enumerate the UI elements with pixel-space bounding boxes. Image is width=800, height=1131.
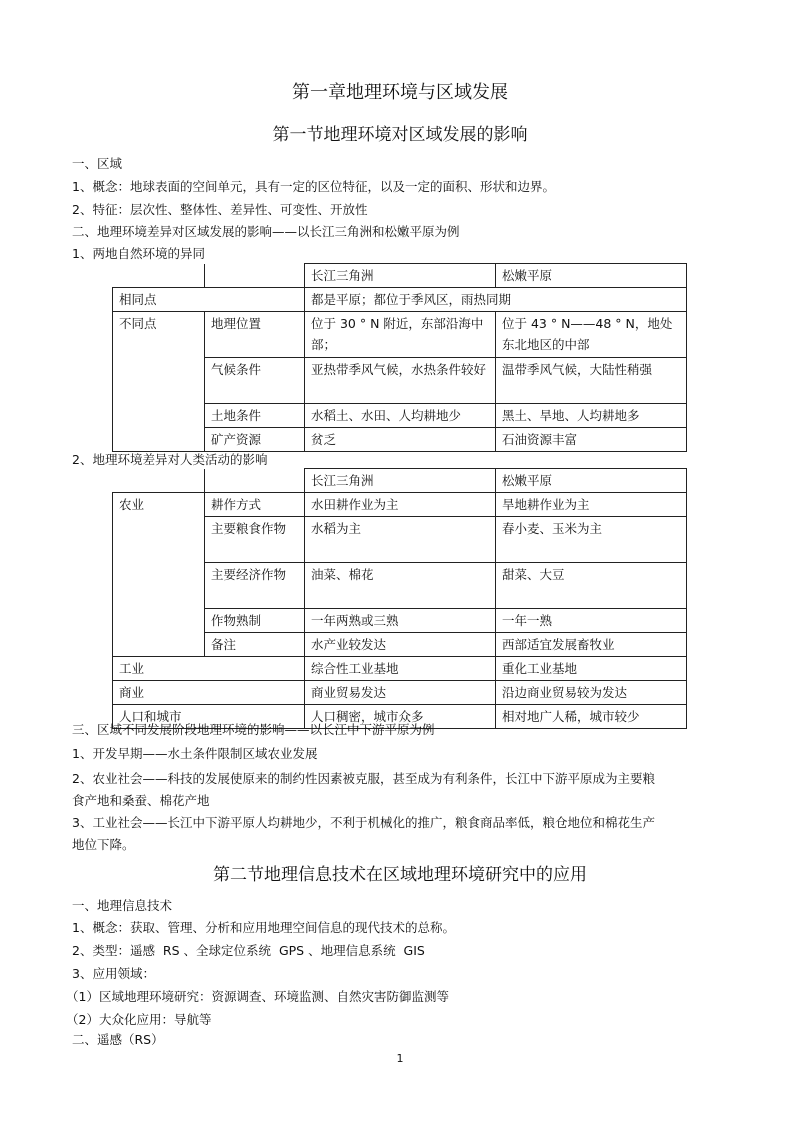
header-songnen: 松嫩平原 bbox=[496, 264, 687, 288]
cell-songnen: 温带季风气候，大陆性稍强 bbox=[496, 358, 687, 404]
header-yangtze: 长江三角洲 bbox=[305, 264, 496, 288]
cell-yangtze: 贫乏 bbox=[305, 428, 496, 452]
table-row bbox=[113, 657, 687, 681]
cell-songnen: 一年一熟 bbox=[496, 609, 687, 633]
cell-songnen: 相对地广人稀，城市较少 bbox=[496, 705, 687, 729]
row-label: 商业 bbox=[113, 681, 305, 705]
feature-line: 2、特征：层次性、整体性、差异性、可变性、开放性 bbox=[72, 202, 368, 217]
cell-songnen: 西部适宜发展畜牧业 bbox=[496, 633, 687, 657]
row-label: 工业 bbox=[113, 657, 305, 681]
geo-types-line: 2、类型：遥感 RS 、全球定位系统 GPS 、地理信息系统 GIS bbox=[72, 943, 425, 958]
application-1: （1）区域地理环境研究：资源调查、环境监测、自然灾害防御监测等 bbox=[66, 989, 449, 1004]
subheading-natural-env: 1、两地自然环境的异同 bbox=[72, 246, 205, 261]
cell-yangtze: 油菜、棉花 bbox=[305, 563, 496, 609]
row-item: 主要经济作物 bbox=[205, 563, 305, 609]
cell-songnen: 黑土、旱地、人均耕地多 bbox=[496, 404, 687, 428]
header-empty bbox=[205, 264, 305, 288]
cell-yangtze: 一年两熟或三熟 bbox=[305, 609, 496, 633]
cell-yangtze: 水稻为主 bbox=[305, 517, 496, 563]
same-label: 相同点 bbox=[113, 288, 305, 312]
row-item: 矿产资源 bbox=[205, 428, 305, 452]
same-value: 都是平原；都位于季风区，雨热同期 bbox=[305, 288, 687, 312]
page-number: 1 bbox=[396, 1052, 404, 1065]
cell-yangtze: 水产业较发达 bbox=[305, 633, 496, 657]
row-item: 耕作方式 bbox=[205, 493, 305, 517]
table-row bbox=[113, 288, 687, 312]
row-item: 作物熟制 bbox=[205, 609, 305, 633]
cell-yangtze: 人口稠密，城市众多 bbox=[305, 705, 496, 729]
header-songnen: 松嫩平原 bbox=[496, 469, 687, 493]
row-item: 土地条件 bbox=[205, 404, 305, 428]
subheading-human-activity: 2、地理环境差异对人类活动的影响 bbox=[72, 452, 268, 467]
stage-industrial: 3、工业社会——长江中下游平原人均耕地少，不利于机械化的推广，粮食商品率低，粮仓地位和棉花生产地位下降。 bbox=[72, 815, 655, 852]
agri-label: 农业 bbox=[113, 493, 205, 657]
diff-label: 不同点 bbox=[113, 312, 205, 452]
table-row bbox=[113, 681, 687, 705]
table-header-row bbox=[113, 264, 687, 288]
heading-difference: 二、地理环境差异对区域发展的影响——以长江三角洲和松嫩平原为例 bbox=[72, 224, 460, 239]
section-title: 第一节地理环境对区域发展的影响 bbox=[272, 125, 528, 145]
heading-region: 一、区域 bbox=[72, 156, 123, 171]
heading-rs: 二、遥感（RS） bbox=[72, 1032, 164, 1047]
geo-applications-heading: 3、应用领域： bbox=[72, 966, 155, 981]
heading-stages: 三、区域不同发展阶段地理环境的影响——以长江中下游平原为例 bbox=[72, 722, 435, 737]
cell-yangtze: 综合性工业基地 bbox=[305, 657, 496, 681]
table-row bbox=[113, 493, 687, 517]
row-item: 气候条件 bbox=[205, 358, 305, 404]
cell-songnen: 位于 43 ° N——48 ° N，地处东北地区的中部 bbox=[496, 312, 687, 358]
cell-yangtze: 水稻土、水田、人均耕地少 bbox=[305, 404, 496, 428]
header-yangtze: 长江三角洲 bbox=[305, 469, 496, 493]
cell-yangtze: 水田耕作业为主 bbox=[305, 493, 496, 517]
header-empty bbox=[113, 469, 205, 493]
cell-songnen: 重化工业基地 bbox=[496, 657, 687, 681]
chapter-title: 第一章地理环境与区域发展 bbox=[292, 82, 508, 103]
heading-geo-info: 一、地理信息技术 bbox=[72, 898, 173, 913]
cell-songnen: 石油资源丰富 bbox=[496, 428, 687, 452]
natural-env-table bbox=[112, 263, 687, 452]
header-empty bbox=[205, 469, 305, 493]
concept-line: 1、概念：地球表面的空间单元，具有一定的区位特征，以及一定的面积、形状和边界。 bbox=[72, 179, 555, 194]
stage-early: 1、开发早期——水土条件限制区域农业发展 bbox=[72, 746, 318, 761]
row-item: 地理位置 bbox=[205, 312, 305, 358]
row-item: 备注 bbox=[205, 633, 305, 657]
cell-yangtze: 商业贸易发达 bbox=[305, 681, 496, 705]
cell-songnen: 旱地耕作业为主 bbox=[496, 493, 687, 517]
human-activity-table bbox=[112, 468, 687, 729]
row-item: 主要粮食作物 bbox=[205, 517, 305, 563]
cell-yangtze: 亚热带季风气候，水热条件较好 bbox=[305, 358, 496, 404]
row-label: 人口和城市 bbox=[113, 705, 305, 729]
application-2: （2）大众化应用：导航等 bbox=[66, 1012, 212, 1027]
table-header-row bbox=[113, 469, 687, 493]
header-empty bbox=[113, 264, 205, 288]
table-row bbox=[113, 312, 687, 358]
cell-yangtze: 位于 30 ° N 附近，东部沿海中部； bbox=[305, 312, 496, 358]
cell-songnen: 沿边商业贸易较为发达 bbox=[496, 681, 687, 705]
section2-title: 第二节地理信息技术在区域地理环境研究中的应用 bbox=[213, 865, 587, 885]
cell-songnen: 甜菜、大豆 bbox=[496, 563, 687, 609]
geo-concept-line: 1、概念：获取、管理、分析和应用地理空间信息的现代技术的总称。 bbox=[72, 920, 455, 935]
stage-agricultural: 2、农业社会——科技的发展使原来的制约性因素被克服，甚至成为有利条件，长江中下游平原成为主要粮食产地和桑蚕、棉花产地 bbox=[72, 771, 655, 808]
cell-songnen: 春小麦、玉米为主 bbox=[496, 517, 687, 563]
